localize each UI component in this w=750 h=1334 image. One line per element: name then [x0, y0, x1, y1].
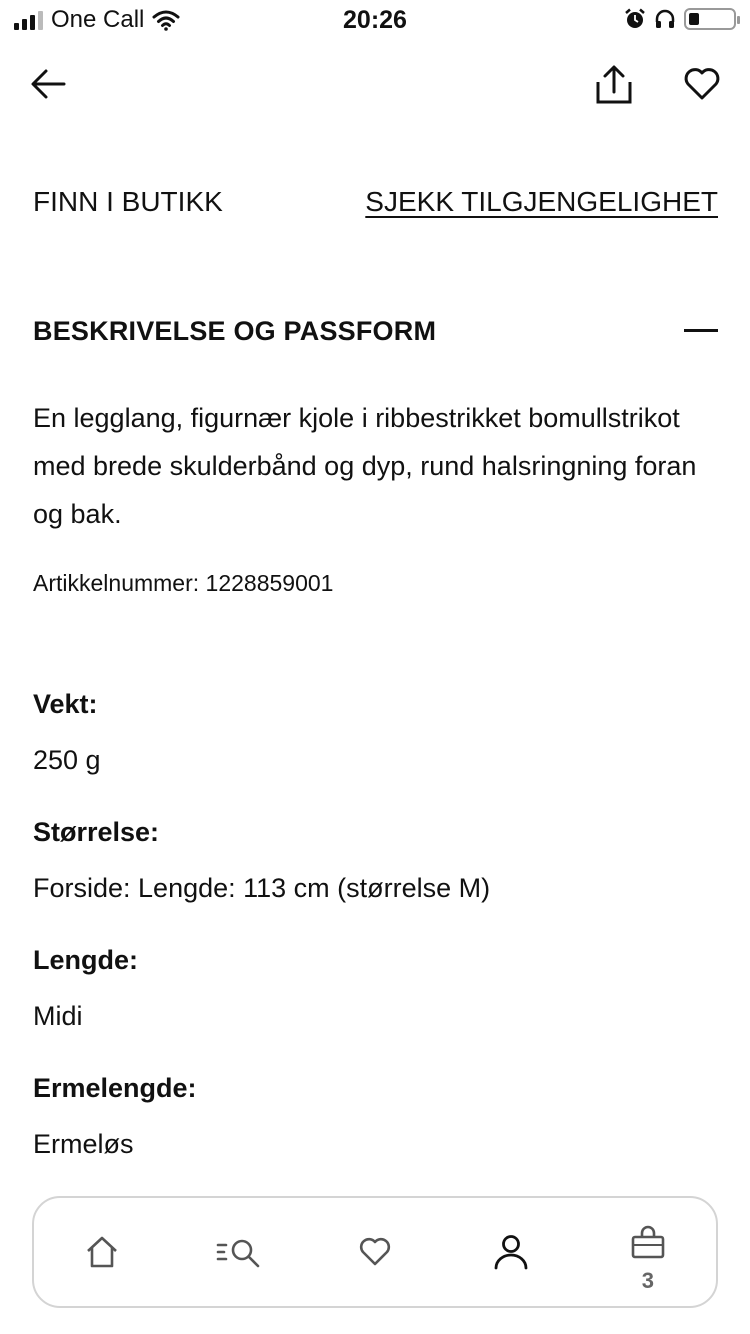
carrier-name: One Call — [51, 6, 145, 33]
search-icon — [216, 1235, 262, 1269]
description-section-header[interactable] — [33, 314, 718, 348]
attribute-value: 250 g — [33, 745, 101, 775]
attribute-value: Ermeløs — [33, 1129, 134, 1159]
cart-count-badge: 3 — [641, 1268, 654, 1293]
attribute-label: Lengde: — [33, 945, 138, 975]
heart-icon — [358, 1235, 392, 1269]
home-icon — [85, 1235, 119, 1269]
attribute-list — [33, 684, 718, 1196]
bottom-tab-bar — [32, 1196, 718, 1308]
alarm-icon — [624, 8, 646, 30]
profile-icon — [492, 1233, 530, 1271]
attribute-label: Vekt: — [33, 689, 98, 719]
bag-icon — [630, 1225, 666, 1261]
attribute-label: Ermelengde: — [33, 1073, 197, 1103]
attribute-value: Midi — [33, 1001, 83, 1031]
tab-profile[interactable] — [443, 1198, 579, 1306]
collapse-minus-icon[interactable] — [684, 314, 718, 348]
find-in-store-label: FINN I BUTIKK — [33, 186, 223, 217]
section-title: BESKRIVELSE OG PASSFORM — [33, 315, 437, 346]
share-icon[interactable] — [594, 64, 634, 106]
attribute-item — [33, 1068, 718, 1164]
headphones-icon — [654, 8, 676, 30]
tab-cart[interactable] — [580, 1198, 716, 1306]
top-nav — [0, 60, 750, 110]
attribute-value: Forside: Lengde: 113 cm (størrelse M) — [33, 873, 491, 903]
heart-icon[interactable] — [682, 64, 722, 104]
status-time: 20:26 — [343, 6, 407, 34]
check-availability-link[interactable]: SJEKK TILGJENGELIGHET — [365, 186, 718, 217]
tab-search[interactable] — [170, 1198, 306, 1306]
tab-favorites[interactable] — [307, 1198, 443, 1306]
back-arrow-icon[interactable] — [28, 64, 68, 104]
battery-icon — [684, 8, 736, 30]
store-row — [33, 186, 718, 218]
attribute-label: Størrelse: — [33, 817, 160, 847]
article-number: Artikkelnummer: 1228859001 — [33, 570, 334, 596]
tab-home[interactable] — [34, 1198, 170, 1306]
attribute-item — [33, 684, 718, 780]
attribute-item — [33, 940, 718, 1036]
product-description: En legglang, figurnær kjole i ribbestrikket bomullstrikot med brede skulderbånd og dyp, rund halsringning foran og bak. — [33, 403, 697, 529]
attribute-item — [33, 812, 718, 908]
status-bar — [0, 0, 750, 40]
status-right — [624, 8, 736, 30]
